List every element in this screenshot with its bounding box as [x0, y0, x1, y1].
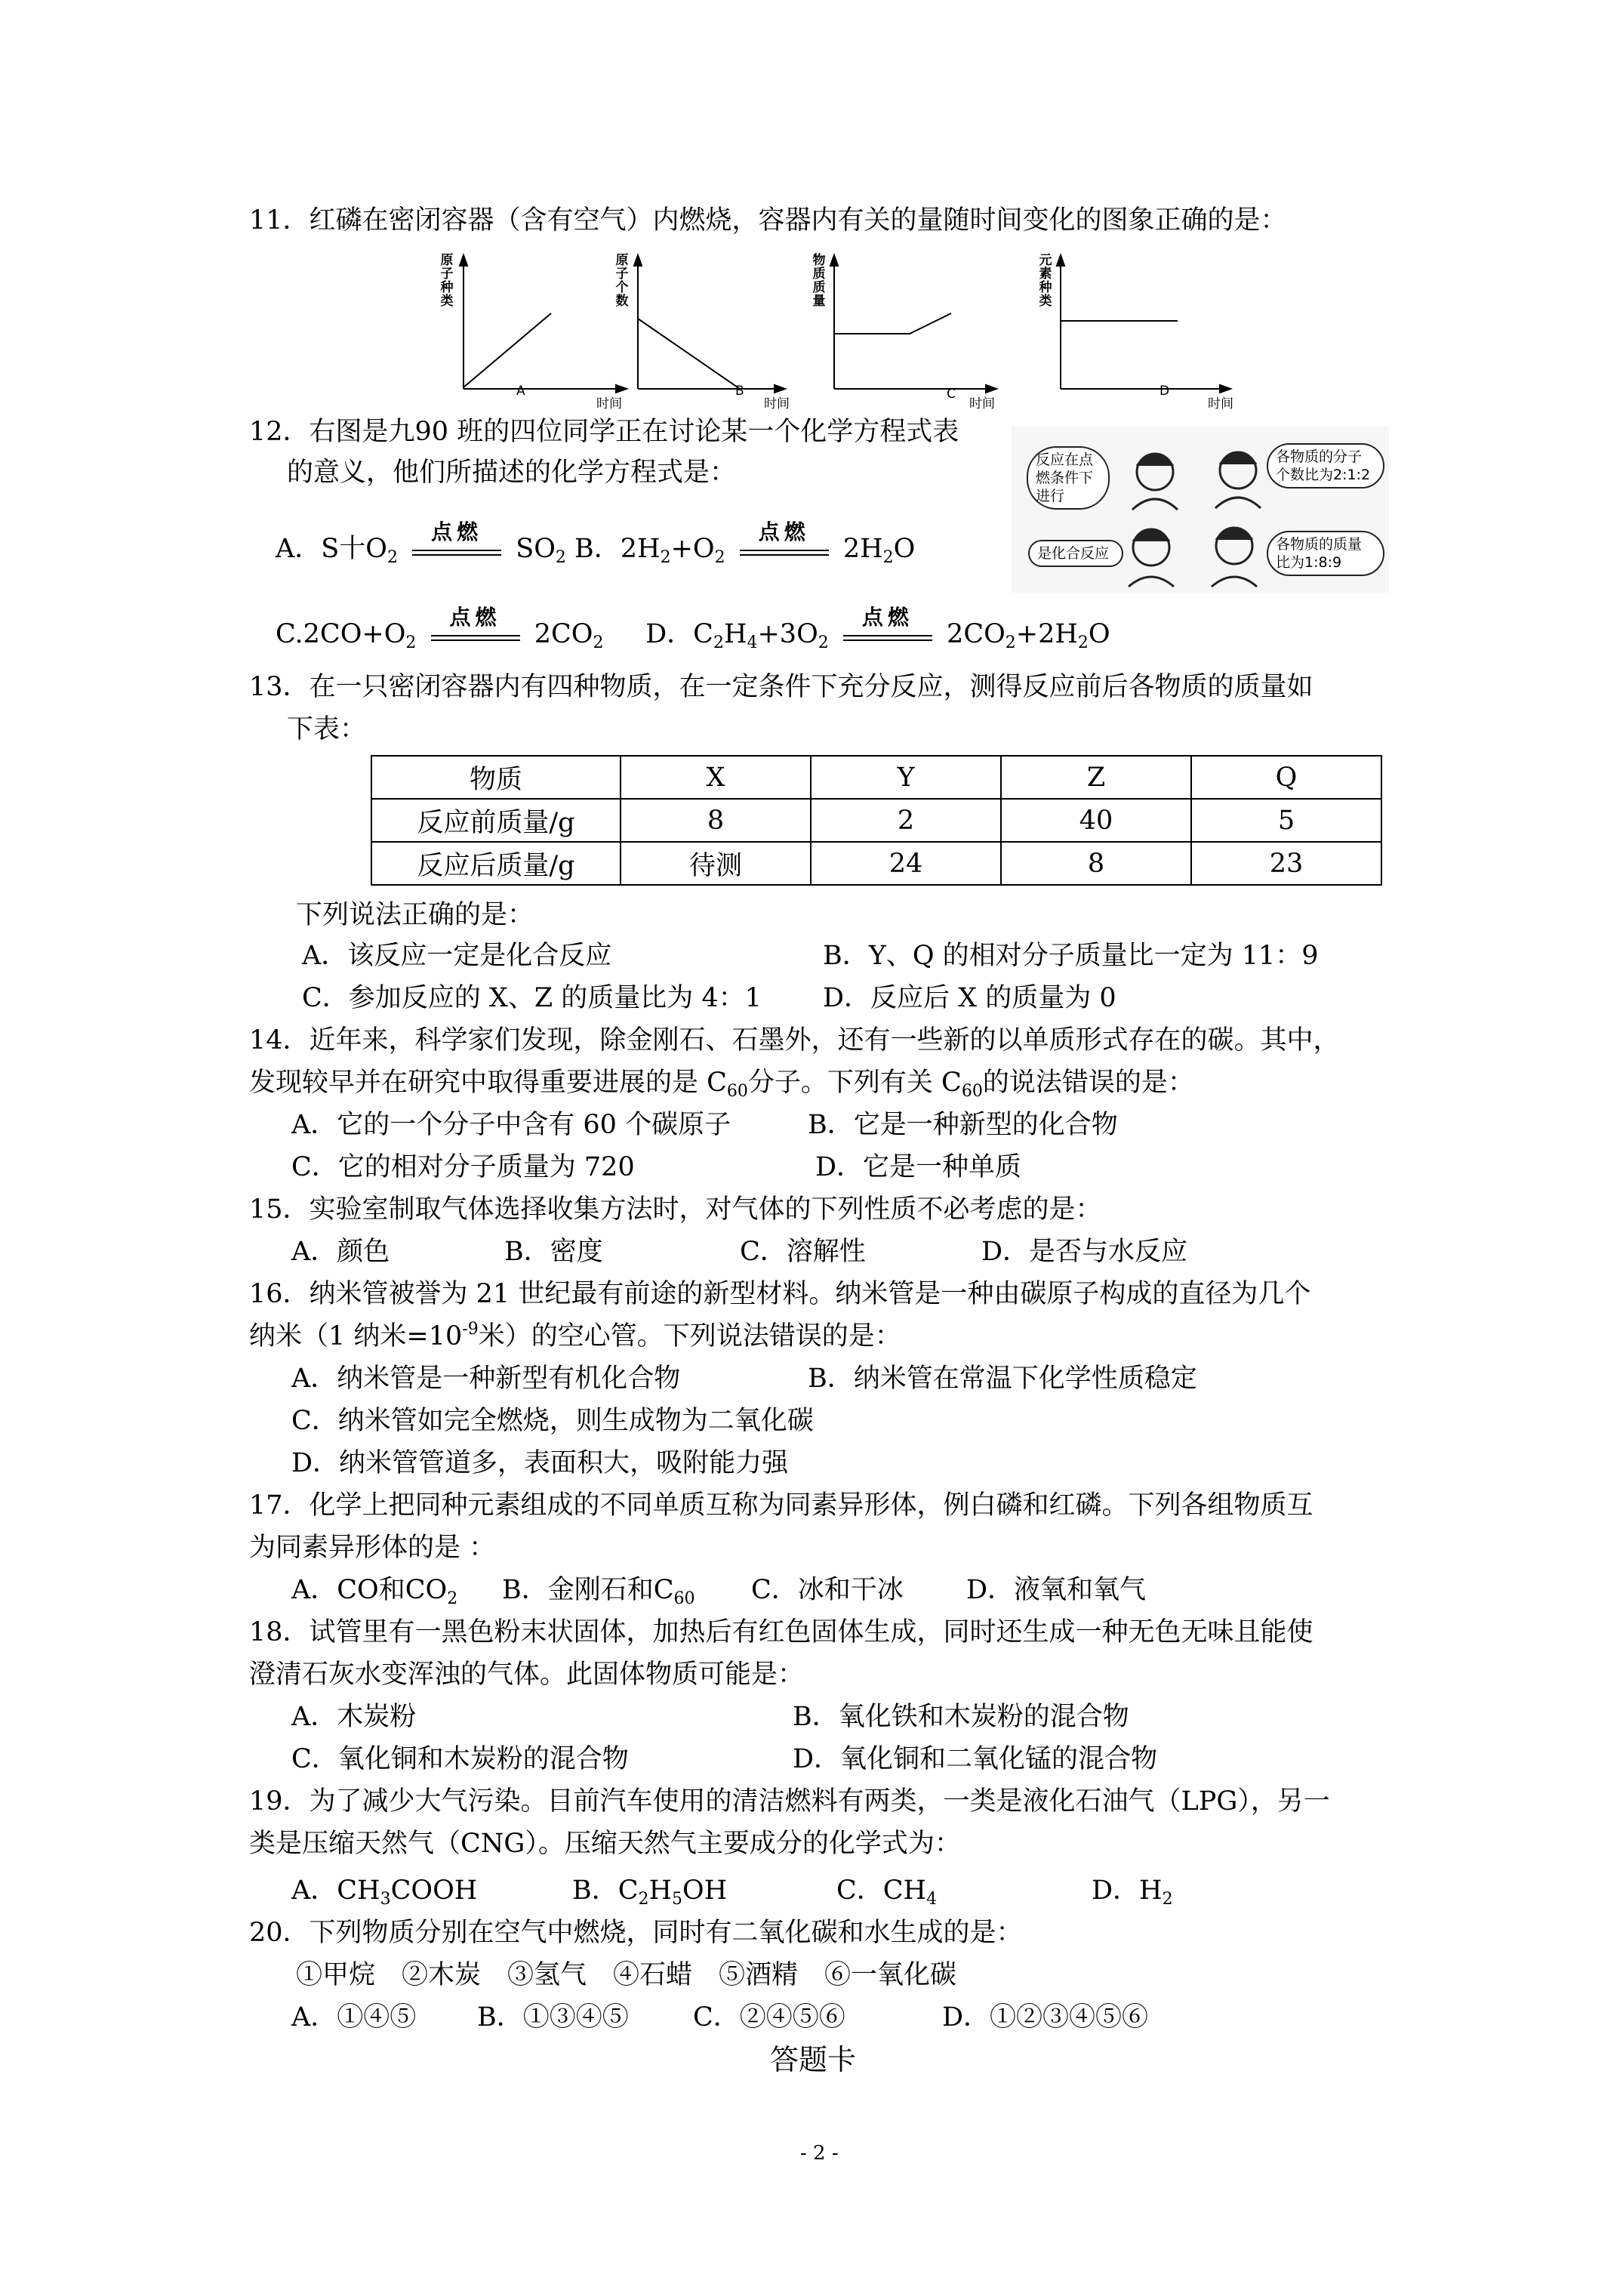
q19-b-post: OH	[682, 1875, 728, 1906]
q11-graph-c-option: C	[947, 387, 956, 402]
q18-option-a: A．木炭粉	[291, 1702, 417, 1732]
q11-stem: 11．红磷在密闭容器（含有空气）内燃烧，容器内有关的量随时间变化的图象正确的是：	[249, 205, 1287, 236]
q13-data-table	[371, 755, 1382, 886]
q19-line2: 类是压缩天然气（CNG）。压缩天然气主要成分的化学式为：	[249, 1829, 961, 1859]
table-row	[371, 842, 1381, 885]
q12-d-product: 2CO	[947, 619, 1006, 649]
q12-a-condition	[412, 519, 501, 566]
q12-b-end: O	[893, 534, 916, 564]
table-header-cell: 物质	[371, 756, 621, 799]
q20-option-a: A．①④⑤	[291, 2002, 417, 2032]
table-cell: 40	[1001, 799, 1191, 842]
q12-option-a-b: A．S十$O_2$ 点燃 $SO_2$ B．$2H_2+O_2$ 点燃 $2H_2O$	[276, 532, 915, 566]
q16-option-d: D．纳米管管道多，表面积大，吸附能力强	[291, 1448, 789, 1478]
q11-graph-b-option: B	[735, 384, 744, 399]
q11-graph-axes	[423, 249, 1268, 408]
q14-option-a: A．它的一个分子中含有 60 个碳原子	[291, 1110, 731, 1140]
q12-bubble-2: 各物质的分子个数比为2:1:2	[1267, 443, 1384, 488]
q12-c-condition	[431, 605, 520, 651]
q11-graph-d-option: D	[1160, 384, 1170, 399]
q11-graph-d-xlabel: 时间	[1208, 396, 1233, 411]
q11-graph-b-xlabel: 时间	[764, 396, 790, 411]
q13-option-c: C．参加反应的 X、Z 的质量比为 4：1	[302, 983, 762, 1013]
q12-c-condition-text: 点燃	[449, 605, 501, 630]
q16-option-c: C．纳米管如完全燃烧，则生成物为二氧化碳	[291, 1406, 814, 1436]
q12-c-pre: C.2CO+O	[276, 619, 406, 649]
table-header-cell: X	[621, 756, 811, 799]
q19-b-mid: H	[648, 1875, 673, 1906]
q20-option-d: D．①②③④⑤⑥	[942, 2002, 1149, 2032]
q12-d-mid: +3O	[757, 619, 818, 649]
q16-line1: 16．纳米管被誉为 21 世纪最有前途的新型材料。纳米管是一种由碳原子构成的直径为几个	[249, 1279, 1311, 1309]
q14-sub-2: 60	[961, 1082, 983, 1101]
q13-option-d: D．反应后 X 的质量为 0	[823, 983, 1116, 1013]
q14-sub-1: 60	[726, 1082, 748, 1101]
q13-stem-line1: 13．在一只密闭容器内有四种物质，在一定条件下充分反应，测得反应前后各物质的质量如	[249, 672, 1313, 702]
table-cell: 反应前质量/g	[371, 799, 621, 842]
page-number: - 2 -	[800, 2142, 839, 2165]
q18-option-c: C．氧化铜和木炭粉的混合物	[291, 1744, 629, 1774]
table-cell: 24	[811, 842, 1001, 885]
q16-line2a: 纳米（1 纳米=10	[249, 1321, 463, 1351]
q12-a-pre: A．S十O	[276, 534, 387, 564]
q13-stem-line2: 下表：	[287, 714, 367, 744]
table-cell: 2	[811, 799, 1001, 842]
q14-option-b: B．它是一种新型的化合物	[808, 1110, 1118, 1140]
q17-a-text: A．CO和CO	[291, 1575, 448, 1605]
q11-graph-d-ylabel: 元素种类	[1039, 253, 1052, 309]
q14-line2c: 的说法错误的是：	[982, 1068, 1194, 1098]
q20-items: ①甲烷 ②木炭 ③氢气 ④石蜡 ⑤酒精 ⑥一氧化碳	[296, 1960, 957, 1990]
q12-stem-line1: 12．右图是九90 班的四位同学正在讨论某一个化学方程式表	[249, 417, 959, 447]
q17-option-b	[502, 1573, 695, 1607]
q12-b-mid: +O	[670, 534, 715, 564]
q12-d-h: H	[723, 619, 747, 649]
q15-option-b: B．密度	[504, 1237, 603, 1267]
q18-line1: 18．试管里有一黑色粉末状固体，加热后有红色固体生成，同时还生成一种无色无味且能使	[249, 1617, 1313, 1647]
q16-option-a: A．纳米管是一种新型有机化合物	[291, 1364, 681, 1394]
q17-option-a	[291, 1573, 457, 1607]
q15-stem: 15．实验室制取气体选择收集方法时，对气体的下列性质不必考虑的是：	[249, 1194, 1102, 1225]
q13-option-a: A．该反应一定是化合反应	[302, 941, 612, 971]
q19-option-d	[1092, 1874, 1173, 1907]
q11-graphs	[423, 249, 1268, 411]
q16-option-b: B．纳米管在常温下化学性质稳定	[808, 1364, 1197, 1394]
q11-graph-c-xlabel: 时间	[969, 396, 995, 411]
q14-line2a: 发现较早并在研究中取得重要进展的是 C	[249, 1068, 727, 1098]
q14-line2b: 分子。下列有关 C	[747, 1068, 962, 1098]
q19-option-c	[836, 1874, 937, 1907]
q19-c-sub: 4	[926, 1890, 938, 1909]
q12-d-condition-text: 点燃	[861, 605, 913, 630]
q12-b-product: 2H	[842, 534, 883, 564]
q11-graph-c-ylabel: 物质质量	[812, 253, 826, 309]
q14-line1: 14．近年来，科学家们发现，除金刚石、石墨外，还有一些新的以单质形式存在的碳。其中，	[249, 1025, 1340, 1056]
q17-b-sub: 60	[673, 1589, 695, 1608]
q16-superscript: -9	[462, 1320, 479, 1339]
q19-option-b	[572, 1874, 727, 1907]
q12-d-mid2: +2H	[1015, 619, 1078, 649]
q11-graph-a-option: A	[516, 384, 525, 399]
q18-option-d: D．氧化铜和二氧化锰的混合物	[793, 1744, 1158, 1774]
q12-option-c-d: $C.2CO+O_2$ 点燃 $2CO_2$ D．$C_2H_4+3O_2$ 点燃 $2CO_2+2H_2O$	[276, 618, 1110, 651]
q17-line1: 17．化学上把同种元素组成的不同单质互称为同素异形体，例白磷和红磷。下列各组物质互	[249, 1490, 1313, 1521]
q12-d-pre: D．C	[645, 619, 713, 649]
q19-line1: 19．为了减少大气污染。目前汽车使用的清洁燃料有两类，一类是液化石油气（LPG），另一	[249, 1786, 1330, 1817]
q19-d-pre: D．H	[1092, 1875, 1163, 1906]
q16-line2	[249, 1320, 901, 1353]
q12-bubble-1: 反应在点燃条件下进行	[1027, 446, 1110, 510]
q17-line2: 为同素异形体的是 ：	[249, 1533, 496, 1563]
q16-line2b: 米）的空心管。下列说法错误的是：	[478, 1321, 901, 1351]
table-header-cell: Y	[811, 756, 1001, 799]
table-row	[371, 799, 1381, 842]
q20-option-c: C．②④⑤⑥	[693, 2002, 845, 2032]
q17-option-d: D．液氧和氧气	[966, 1575, 1147, 1605]
q17-b-text: B．金刚石和C	[502, 1575, 674, 1605]
q17-a-sub: 2	[447, 1589, 458, 1608]
q12-stem-line2: 的意义，他们所描述的化学方程式是：	[287, 458, 737, 488]
q11-graph-a-xlabel: 时间	[596, 396, 622, 411]
q12-b-condition	[740, 519, 829, 566]
q15-option-c: C．溶解性	[740, 1237, 866, 1267]
q11-graph-b-ylabel: 原子个数	[615, 253, 629, 309]
q12-cartoon-figure	[1012, 427, 1389, 593]
table-cell: 8	[1001, 842, 1191, 885]
table-cell: 待测	[621, 842, 811, 885]
answer-card-heading: 答题卡	[770, 2043, 857, 2076]
q14-option-d: D．它是一种单质	[815, 1152, 1022, 1182]
q15-option-a: A．颜色	[291, 1237, 390, 1267]
q14-option-c: C．它的相对分子质量为 720	[291, 1152, 635, 1182]
q18-line2: 澄清石灰水变浑浊的气体。此固体物质可能是：	[249, 1660, 805, 1690]
table-cell: 反应后质量/g	[371, 842, 621, 885]
q11-graph-a-ylabel: 原子种类	[440, 253, 454, 309]
q12-a-product: SO	[516, 534, 556, 564]
q12-bubble-4: 各物质的质量比为1:8:9	[1267, 531, 1384, 576]
table-header-cell: Z	[1001, 756, 1191, 799]
table-header-cell: Q	[1191, 756, 1381, 799]
q12-b-condition-text: 点燃	[758, 519, 810, 544]
q12-b-pre: B．2H	[574, 534, 661, 564]
table-cell: 8	[621, 799, 811, 842]
q12-c-product: 2CO	[534, 619, 593, 649]
q13-option-b: B．Y、Q 的相对分子质量比一定为 11：9	[823, 941, 1319, 971]
q18-option-b: B．氧化铁和木炭粉的混合物	[793, 1702, 1129, 1732]
q20-option-b: B．①③④⑤	[477, 2002, 629, 2032]
q19-d-sub: 2	[1162, 1890, 1173, 1909]
q19-a-post: COOH	[390, 1875, 478, 1906]
q20-stem: 20．下列物质分别在空气中燃烧，同时有二氧化碳和水生成的是：	[249, 1918, 1023, 1948]
q19-b-sub2: 5	[672, 1890, 683, 1909]
q12-d-condition	[843, 605, 932, 651]
table-cell: 5	[1191, 799, 1381, 842]
q12-d-end: O	[1088, 619, 1110, 649]
table-header-row	[371, 756, 1381, 799]
q15-option-d: D．是否与水反应	[981, 1237, 1188, 1267]
q19-a-sub: 3	[380, 1890, 391, 1909]
q19-option-a	[291, 1874, 477, 1907]
q12-bubble-3: 是化合反应	[1028, 540, 1123, 567]
q13-question: 下列说法正确的是：	[296, 900, 534, 930]
table-cell: 23	[1191, 842, 1381, 885]
q17-option-c: C．冰和干冰	[751, 1575, 904, 1605]
q12-a-condition-text: 点燃	[431, 519, 483, 544]
q19-b-sub1: 2	[638, 1890, 649, 1909]
q19-b-pre: B．C	[572, 1875, 639, 1906]
q14-line2	[249, 1066, 1194, 1099]
q19-a-pre: A．CH	[291, 1875, 380, 1906]
q19-c-pre: C．CH	[836, 1875, 927, 1906]
